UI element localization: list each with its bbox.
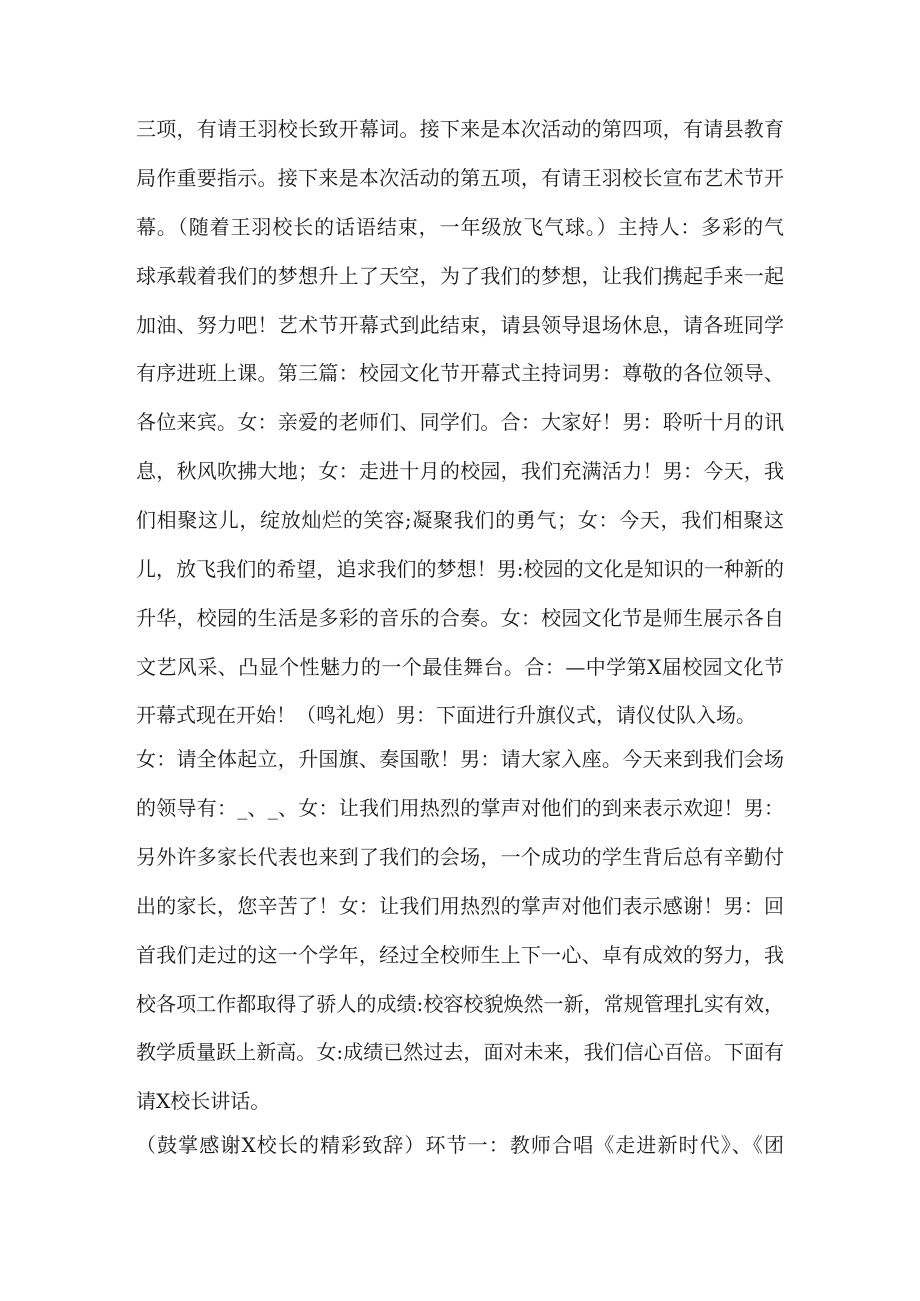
text-line: 教学质量跃上新高。女:成绩已然过去，面对未来，我们信心百倍。下面有 [136,1040,784,1064]
text-line: 升华，校园的生活是多彩的音乐的合奏。女：校园文化节是师生展示各自 [136,606,784,630]
text-line: 球承载着我们的梦想升上了天空，为了我们的梦想，让我们携起手来一起 [136,264,784,288]
text-line: 局作重要指示。接下来是本次活动的第五项，有请王羽校长宣布艺术节开 [136,166,784,190]
text-line: 校各项工作都取得了骄人的成绩:校容校貌焕然一新，常规管理扎实有效， [136,992,784,1016]
text-line: 另外许多家长代表也来到了我们的会场，一个成功的学生背后总有辛勤付 [136,845,784,869]
text-line: 开幕式现在开始！（鸣礼炮）男：下面进行升旗仪式，请仪仗队入场。 [136,703,756,727]
text-line: 们相聚这儿，绽放灿烂的笑容;凝聚我们的勇气；女：今天，我们相聚这 [136,508,784,532]
text-line: 各位来宾。女：亲爱的老师们、同学们。合：大家好！男：聆听十月的讯 [136,410,784,434]
text-line: 有序进班上课。第三篇：校园文化节开幕式主持词男：尊敬的各位领导、 [136,361,784,385]
text-line: 儿，放飞我们的希望，追求我们的梦想！男:校园的文化是知识的一种新的 [136,557,784,581]
text-line: 三项，有请王羽校长致开幕词。接下来是本次活动的第四项，有请县教育 [136,117,784,141]
text-line: 首我们走过的这一个学年，经过全校师生上下一心、卓有成效的努力，我 [136,943,784,967]
text-line: 文艺风采、凸显个性魅力的一个最佳舞台。合：—中学第X届校园文化节 [136,655,784,679]
text-line: 息，秋风吹拂大地；女：走进十月的校园，我们充满活力！男：今天，我 [136,459,784,483]
text-line: 幕。（随着王羽校长的话语结束，一年级放飞气球。）主持人：多彩的气 [136,215,784,239]
text-line: 的领导有：_、_、女：让我们用热烈的掌声对他们的到来表示欢迎！男： [136,796,784,820]
text-line: 加油、努力吧！艺术节开幕式到此结束，请县领导退场休息，请各班同学 [136,313,784,337]
text-line: 请X校长讲话。 [136,1089,271,1113]
text-line: （鼓掌感谢X校长的精彩致辞）环节一：教师合唱《走进新时代》、《团 [136,1133,784,1157]
text-line: 女：请全体起立，升国旗、奏国歌！男：请大家入座。今天来到我们会场 [136,747,784,771]
text-line: 出的家长，您辛苦了！女：让我们用热烈的掌声对他们表示感谢！男：回 [136,894,784,918]
